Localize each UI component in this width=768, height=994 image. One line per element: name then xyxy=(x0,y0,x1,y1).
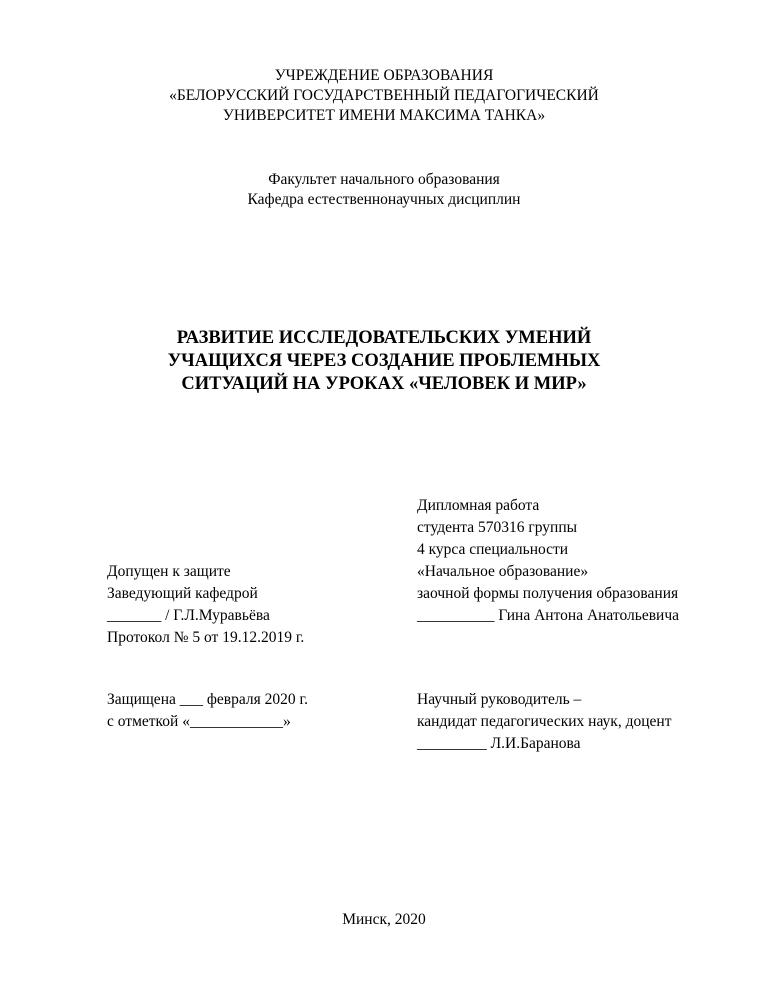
supervisor-signature: _________ Л.И.Баранова xyxy=(417,735,581,752)
head-of-department-signature: _______ / Г.Л.Муравьёва xyxy=(107,607,270,624)
student-specialty: «Начальное образование» xyxy=(417,563,589,580)
study-form: заочной формы получения образования xyxy=(417,585,679,602)
institution-line-3: УНИВЕРСИТЕТ ИМЕНИ МАКСИМА ТАНКА» xyxy=(222,107,546,124)
protocol-info: Протокол № 5 от 19.12.2019 г. xyxy=(107,629,305,646)
student-signature: __________ Гина Антона Анатольевича xyxy=(417,607,680,624)
title-line-2: УЧАЩИХСЯ ЧЕРЕЗ СОЗДАНИЕ ПРОБЛЕМНЫХ xyxy=(167,351,601,371)
admission-status: Допущен к защите xyxy=(107,563,231,580)
title-line-3: СИТУАЦИЙ НА УРОКАХ «ЧЕЛОВЕК И МИР» xyxy=(181,374,587,394)
student-group: студента 570316 группы xyxy=(417,519,578,536)
head-of-department-title: Заведующий кафедрой xyxy=(107,585,258,602)
defense-date: Защищена ___ февраля 2020 г. xyxy=(107,691,308,708)
faculty: Факультет начального образования xyxy=(268,171,500,188)
work-type: Дипломная работа xyxy=(417,497,540,514)
student-course: 4 курса специальности xyxy=(417,541,569,558)
supervisor-degree: кандидат педагогических наук, доцент xyxy=(417,713,672,730)
supervisor-label: Научный руководитель – xyxy=(417,691,582,708)
institution-line-2: «БЕЛОРУССКИЙ ГОСУДАРСТВЕННЫЙ ПЕДАГОГИЧЕСКИЙ xyxy=(169,87,599,104)
institution-line-1: УЧРЕЖДЕНИЕ ОБРАЗОВАНИЯ xyxy=(274,67,494,84)
defense-grade: с отметкой «____________» xyxy=(107,713,291,730)
department: Кафедра естественнонаучных дисциплин xyxy=(247,191,521,208)
city-year: Минск, 2020 xyxy=(342,911,426,928)
title-line-1: РАЗВИТИЕ ИССЛЕДОВАТЕЛЬСКИХ УМЕНИЙ xyxy=(176,328,592,348)
